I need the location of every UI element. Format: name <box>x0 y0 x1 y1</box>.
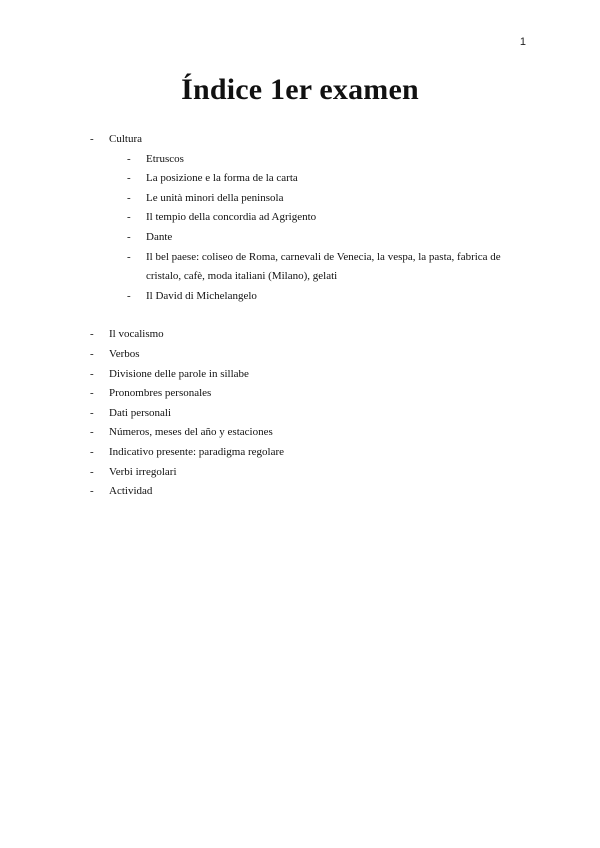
sub-list-item: - La posizione e la forma de la carta <box>127 169 527 189</box>
list-item: - Dati personali <box>90 404 530 424</box>
list-item: - Verbos <box>90 345 530 365</box>
list-item: - Pronombres personales <box>90 384 530 404</box>
page-number: 1 <box>519 36 526 48</box>
sub-list-item: - Dante <box>127 228 527 248</box>
cultura-sublist <box>127 150 527 307</box>
list-item: - Actividad <box>90 482 530 502</box>
sub-list-item: - Il David di Michelangelo <box>127 287 527 307</box>
list-item: - Números, meses del año y estaciones <box>90 423 530 443</box>
page-title: Índice 1er examen <box>181 73 419 106</box>
list-item: - Il vocalismo <box>90 325 530 345</box>
list-item: - Divisione delle parole in sillabe <box>90 365 530 385</box>
sub-list-item: - Etruscos <box>127 150 527 170</box>
list-item: - Indicativo presente: paradigma regolare <box>90 443 530 463</box>
list-item-cultura <box>90 130 530 306</box>
list-item-label: Cultura <box>109 133 142 145</box>
spacer <box>90 306 530 325</box>
main-list <box>90 130 530 502</box>
sub-list-item: - Le unità minori della peninsola <box>127 189 527 209</box>
sub-list-item: - Il bel paese: coliseo de Roma, carnevali de Venecia, la vespa, la pasta, fabrica de cristalo, cafè, moda italiani (Milano), gelati <box>127 248 527 287</box>
sub-list-item: - Il tempio della concordia ad Agrigento <box>127 208 527 228</box>
list-item: - Verbi irregolari <box>90 463 530 483</box>
